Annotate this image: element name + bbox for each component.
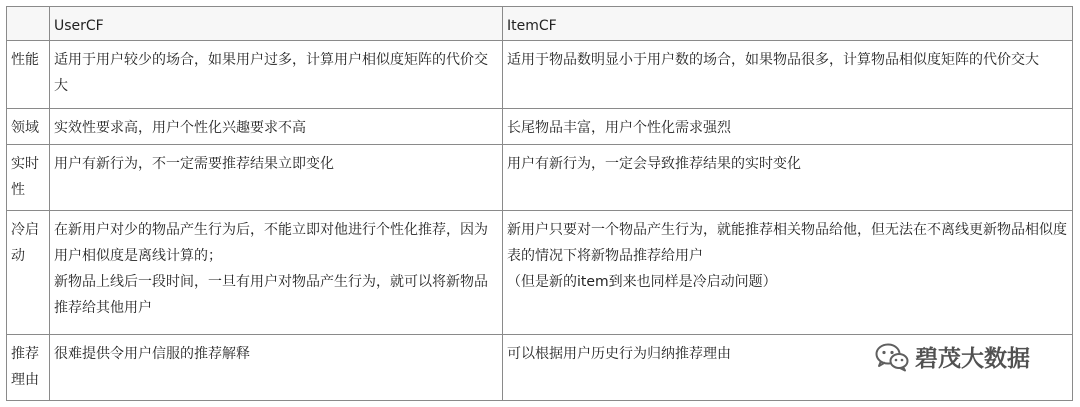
itemcf-text: （但是新的item到来也同样是冷启动问题） — [507, 274, 777, 290]
table-row — [7, 211, 1073, 335]
table-row — [7, 41, 1073, 109]
row-label: 冷启动 — [7, 211, 50, 335]
header-cell-corner — [7, 7, 50, 41]
row-label: 领域 — [7, 109, 50, 145]
wechat-icon — [875, 342, 909, 372]
header-cell-itemcf: ItemCF — [503, 7, 1073, 41]
itemcf-cell — [503, 41, 1073, 109]
header-row — [7, 7, 1073, 41]
watermark-text: 碧茂大数据 — [915, 346, 1030, 372]
table-row — [7, 109, 1073, 145]
row-label: 推荐理由 — [7, 335, 50, 401]
row-label: 实时性 — [7, 145, 50, 211]
itemcf-cell — [503, 109, 1073, 145]
usercf-cell — [50, 109, 503, 145]
header-cell-usercf: UserCF — [50, 7, 503, 41]
itemcf-cell — [503, 145, 1073, 211]
watermark — [875, 340, 1030, 373]
row-label: 性能 — [7, 41, 50, 109]
table-row — [7, 145, 1073, 211]
usercf-text: 新物品上线后一段时间，一旦有用户对物品产生行为，就可以将新物品推荐给其他用户 — [54, 274, 488, 316]
itemcf-text: 用户有新行为，一定会导致推荐结果的实时变化 — [507, 156, 801, 172]
usercf-text: 实效性要求高，用户个性化兴趣要求不高 — [54, 120, 306, 136]
itemcf-cell — [503, 211, 1073, 335]
itemcf-text: 可以根据用户历史行为归纳推荐理由 — [507, 346, 731, 362]
itemcf-text: 新用户只要对一个物品产生行为，就能推荐相关物品给他，但无法在不离线更新物品相似度表的情况下将新物品推荐给用户 — [507, 222, 1067, 264]
usercf-cell — [50, 335, 503, 401]
usercf-text: 用户有新行为，不一定需要推荐结果立即变化 — [54, 156, 334, 172]
usercf-text: 在新用户对少的物品产生行为后，不能立即对他进行个性化推荐，因为用户相似度是离线计算的； — [54, 222, 488, 264]
usercf-cell — [50, 41, 503, 109]
usercf-text: 很难提供令用户信服的推荐解释 — [54, 346, 250, 362]
usercf-text: 适用于用户较少的场合，如果用户过多，计算用户相似度矩阵的代价交大 — [54, 52, 488, 94]
itemcf-text: 适用于物品数明显小于用户数的场合，如果物品很多，计算物品相似度矩阵的代价交大 — [507, 52, 1039, 68]
usercf-cell — [50, 145, 503, 211]
itemcf-text: 长尾物品丰富，用户个性化需求强烈 — [507, 120, 731, 136]
usercf-cell — [50, 211, 503, 335]
